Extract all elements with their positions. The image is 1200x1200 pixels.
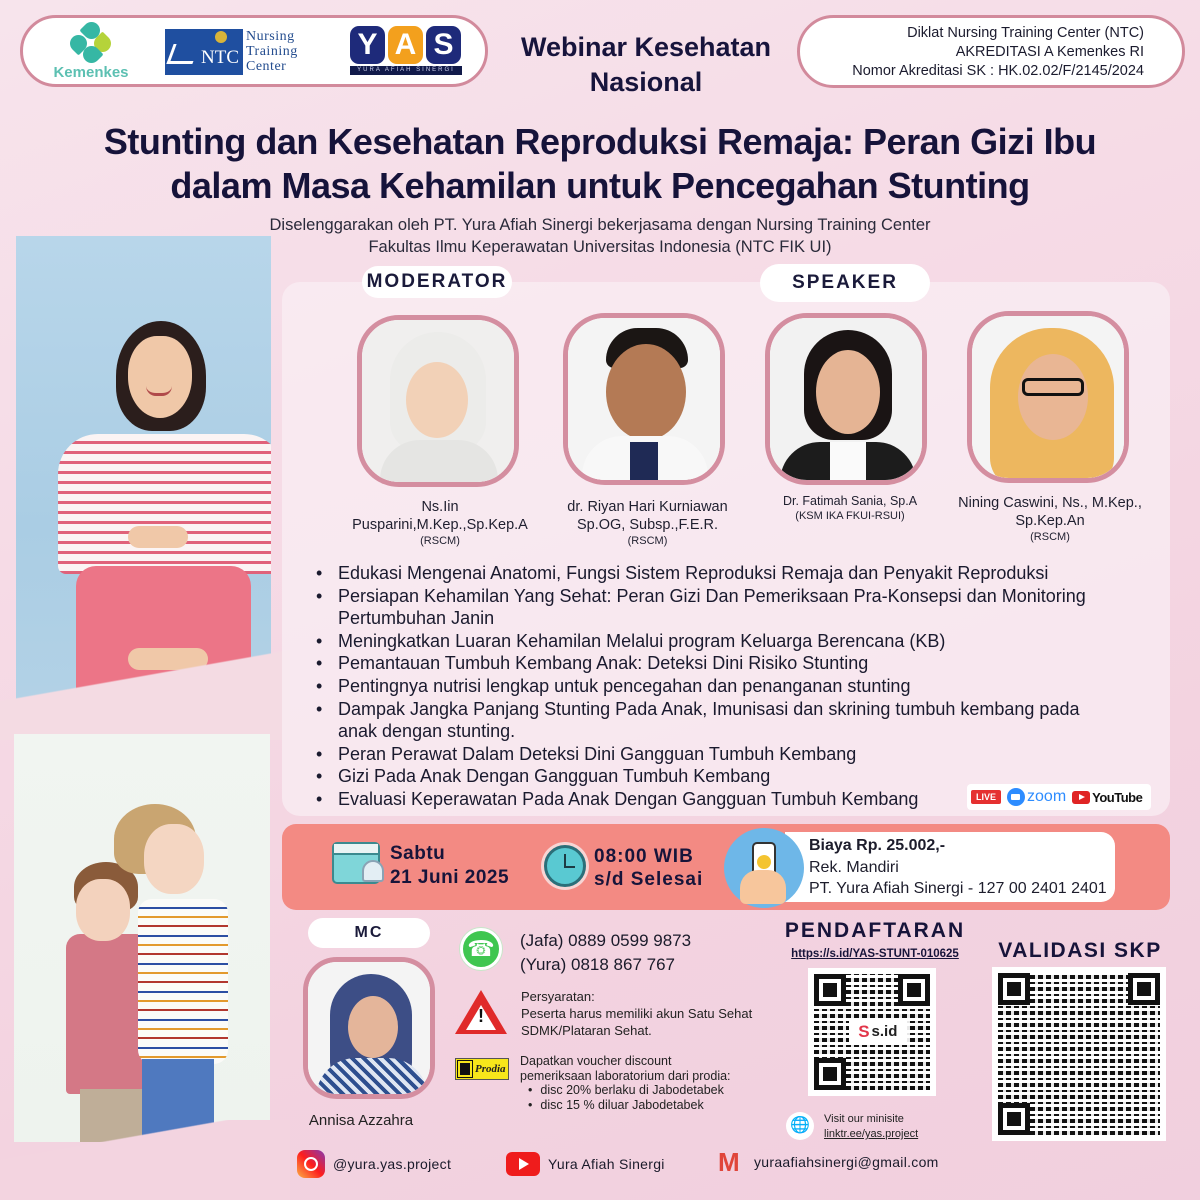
fee-bank: Rek. Mandiri	[809, 858, 899, 876]
registration-link[interactable]: https://s.id/YAS-STUNT-010625	[791, 948, 959, 960]
speaker-portrait	[765, 313, 927, 485]
kemenkes-label: Kemenkes	[53, 64, 129, 81]
topic-item: • Pemantauan Tumbuh Kembang Anak: Deteksi Dini Risiko Stunting	[316, 652, 1116, 675]
yas-logo: Y A S YURA AFIAH SINERGI	[350, 26, 462, 76]
event-type-title: Webinar Kesehatan Nasional	[520, 32, 772, 97]
event-time: 08:00 WIB s/d Selesai	[594, 846, 704, 890]
youtube-logo: YouTube	[1072, 790, 1142, 805]
streaming-platforms	[967, 784, 1151, 810]
skp-validation-title: VALIDASI SKP	[998, 939, 1162, 962]
clock-icon	[544, 845, 586, 887]
youtube-icon	[506, 1152, 540, 1176]
youtube-contact[interactable]: Yura Afiah Sinergi	[506, 1152, 665, 1176]
ntc-logo: NTC	[165, 29, 243, 75]
youtube-icon	[1072, 791, 1090, 804]
sid-logo: S s.id	[849, 1020, 907, 1043]
mc-portrait	[303, 957, 435, 1099]
gmail-icon	[718, 1151, 746, 1173]
contact-phone[interactable]: (Yura) 0818 867 767	[520, 955, 676, 974]
mc-tag: MC	[308, 918, 430, 948]
event-date: Sabtu 21 Juni 2025	[390, 843, 510, 888]
minisite-info: Visit our minisite linktr.ee/yas.project	[824, 1113, 919, 1140]
topic-item: • Edukasi Mengenai Anatomi, Fungsi Sistem Reproduksi Remaja dan Penyakit Reproduksi	[316, 562, 1116, 585]
topic-item: • Meningkatkan Luaran Kehamilan Melalui program Keluarga Berencana (KB)	[316, 630, 1116, 653]
photo-divider	[0, 640, 290, 740]
registration-title: PENDAFTARAN	[784, 919, 966, 942]
topic-item: • Persiapan Kehamilan Yang Sehat: Peran Gizi Dan Pemeriksaan Pra-Konsepsi dan Monitoring Pertumbuhan Janin	[316, 585, 1116, 630]
voucher-item: • disc 15 % diluar Jabodetabek	[528, 1098, 731, 1113]
zoom-icon	[1007, 788, 1025, 806]
ntc-label: Nursing Training Center	[246, 29, 298, 74]
registration-qr-code[interactable]	[808, 968, 936, 1096]
whatsapp-icon	[460, 928, 502, 970]
fee-price: Biaya Rp. 25.002,-	[809, 837, 946, 854]
voucher-info: Dapatkan voucher discount pemeriksaan laboratorium dari prodia: • disc 20% berlaku di Jabodetabek • disc 15 % diluar Jabodetabek	[520, 1054, 731, 1112]
zoom-logo: zoom	[1007, 788, 1066, 806]
minisite-link[interactable]: linktr.ee/yas.project	[824, 1128, 919, 1140]
moderator-name: Ns.Iin Pusparini,M.Kep.,Sp.Kep.A (RSCM)	[352, 499, 528, 547]
voucher-item: • disc 20% berlaku di Jabodetabek	[528, 1083, 731, 1098]
photo-divider	[0, 1120, 290, 1200]
requirements: Persyaratan: Peserta harus memiliki akun Satu Sehat SDMK/Plataran Sehat.	[521, 989, 753, 1038]
moderator-portrait	[357, 315, 519, 487]
instagram-contact[interactable]: @yura.yas.project	[297, 1150, 451, 1178]
speaker-name: Dr. Fatimah Sania, Sp.A (KSM IKA FKUI-RSUI)	[782, 494, 918, 522]
email-contact[interactable]: M yuraafiahsinergi@gmail.com	[718, 1151, 939, 1173]
topic-item: • Pentingnya nutrisi lengkap untuk pencegahan dan penanganan stunting	[316, 675, 1116, 698]
bell-icon	[362, 860, 384, 882]
children-photo	[14, 734, 270, 1142]
prodia-mark-icon	[458, 1061, 472, 1077]
kemenkes-logo	[46, 22, 136, 86]
kemenkes-mark-icon	[70, 22, 112, 64]
exclamation-icon: !	[478, 1006, 484, 1026]
speaker-portrait	[967, 311, 1129, 483]
topics-list	[316, 562, 1116, 811]
speaker-name: Nining Caswini, Ns., M.Kep., Sp.Kep.An (RSCM)	[958, 495, 1142, 543]
skp-qr-code[interactable]	[992, 967, 1166, 1141]
contact-phone[interactable]: (Jafa) 0889 0599 9873	[520, 931, 692, 950]
coin-icon	[757, 855, 771, 869]
sid-icon: S	[858, 1021, 870, 1041]
hand-icon	[740, 870, 786, 904]
contact-numbers	[520, 929, 691, 977]
topic-item: • Evaluasi Keperawatan Pada Anak Dengan Gangguan Tumbuh Kembang	[316, 788, 1116, 811]
topic-item: • Dampak Jangka Panjang Stunting Pada Anak, Imunisasi dan skrining tumbuh kembang pada anak dengan stunting.	[316, 698, 1116, 743]
organizer-text: Diselenggarakan oleh PT. Yura Afiah Sinergi bekerjasama dengan Nursing Training Center Fakultas Ilmu Keperawatan Universitas Indonesia (NTC FIK UI)	[269, 216, 931, 256]
instagram-icon	[297, 1150, 325, 1178]
fee-account: PT. Yura Afiah Sinergi - 127 00 2401 2401	[809, 880, 1107, 897]
globe-icon	[786, 1112, 814, 1140]
accreditation-box: Diklat Nursing Training Center (NTC) AKREDITASI A Kemenkes RI Nomor Akreditasi SK : HK.02.02/F/2145/2024	[797, 15, 1185, 88]
speaker-tag: SPEAKER	[760, 264, 930, 302]
prodia-logo: Prodia	[455, 1058, 509, 1080]
fee-card	[785, 832, 1115, 902]
topic-item: • Peran Perawat Dalam Deteksi Dini Gangguan Tumbuh Kembang	[316, 743, 1116, 766]
moderator-tag: MODERATOR	[362, 266, 512, 298]
ui-seal-icon	[215, 31, 227, 43]
speaker-portrait	[563, 313, 725, 485]
live-badge: LIVE	[971, 790, 1001, 804]
speaker-name: dr. Riyan Hari Kurniawan Sp.OG, Subsp.,F.E.R. (RSCM)	[567, 499, 728, 547]
mc-name: Annisa Azzahra	[308, 1112, 414, 1129]
topic-item: • Gizi Pada Anak Dengan Gangguan Tumbuh Kembang	[316, 765, 1116, 788]
webinar-title: Stunting dan Kesehatan Reproduksi Remaja: Peran Gizi Ibu dalam Masa Kehamilan untuk Pencegahan Stunting	[103, 121, 1097, 206]
